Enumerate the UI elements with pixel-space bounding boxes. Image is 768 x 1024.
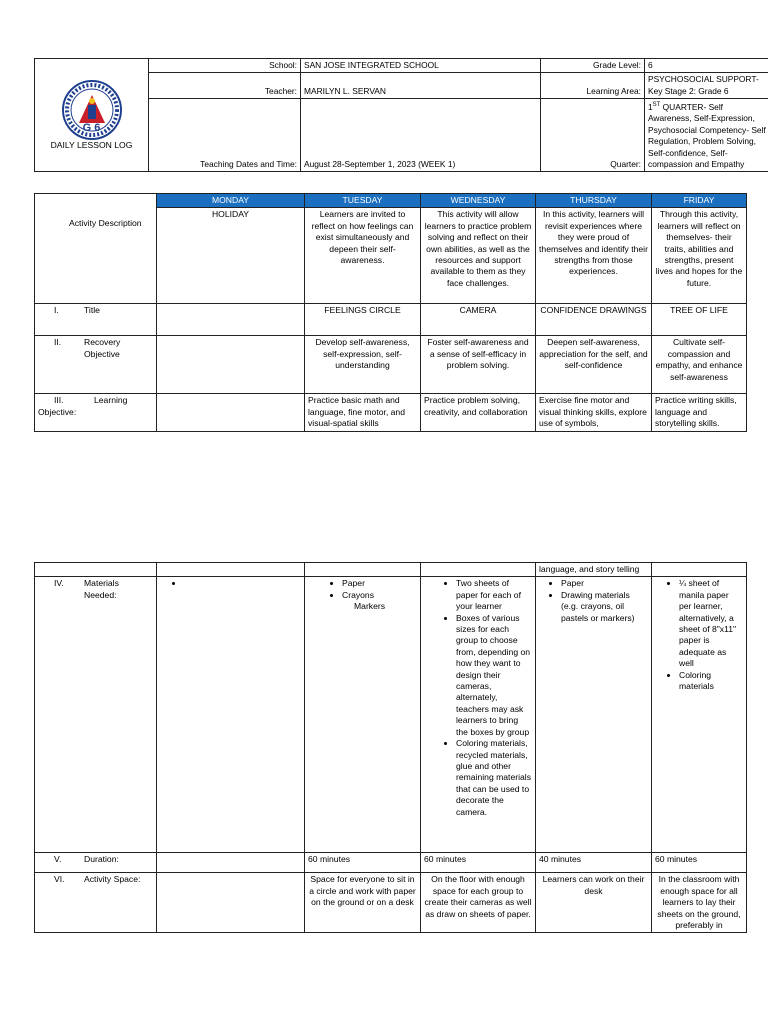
logo-cell <box>35 59 149 172</box>
grade-level-label: Grade Level: <box>541 59 645 73</box>
day-header-friday: FRIDAY <box>652 194 747 208</box>
recovery-monday <box>157 336 305 394</box>
material-item: Markers <box>354 601 386 612</box>
learning-objective-label: III. Learning Objective: <box>35 394 157 431</box>
activity-tuesday: Learners are invited to reflect on how feelings can exist simultaneously and depeen their self-awareness. <box>305 208 421 304</box>
material-item: • Boxes of various sizes for each group to choose from, depending on how they want to design their cameras, alternately, teachers may ask learners to bring the boxes by group <box>456 613 532 738</box>
activity-thursday: In this activity, learners will revisit experiences where they were proud of themselves and identify their strengths from those experiences. <box>536 208 652 304</box>
learning-area-label: Learning Area: <box>541 73 645 99</box>
title-row-label: I. Title <box>35 304 157 336</box>
learning-wednesday: Practice problem solving, creativity, and collaboration <box>421 394 536 431</box>
recovery-objective-label: II. Recovery Objective <box>35 336 157 394</box>
activity-description-label: Activity Description <box>35 194 157 304</box>
day-header-tuesday: TUESDAY <box>305 194 421 208</box>
activity-friday: Through this activity, learners will reflect on themselves- their traits, abilities and strengths, present lives and hopes for the future. <box>652 208 747 304</box>
space-wednesday: On the floor with enough space for each group to create their cameras as well as draw on sheets of paper. <box>421 873 536 933</box>
teacher-label: Teacher: <box>149 73 301 99</box>
title-friday: TREE OF LIFE <box>652 304 747 336</box>
teaching-dates-value: August 28-September 1, 2023 (WEEK 1) <box>301 99 541 172</box>
recovery-friday: Cultivate self-compassion and empathy, and enhance self-awareness <box>652 336 747 394</box>
space-thursday: Learners can work on their desk <box>536 873 652 933</box>
material-item: • Two sheets of paper for each of your learner <box>456 578 532 612</box>
continued-tuesday <box>305 563 421 577</box>
recovery-wednesday: Foster self-awareness and a sense of self-efficacy in problem solving. <box>421 336 536 394</box>
header-table <box>34 58 768 172</box>
materials-friday <box>652 577 747 853</box>
recovery-thursday: Deepen self-awareness, appreciation for the self, and self-confidence <box>536 336 652 394</box>
duration-label: V. Duration: <box>35 853 157 873</box>
duration-thursday: 40 minutes <box>536 853 652 873</box>
title-thursday: CONFIDENCE DRAWINGS <box>536 304 652 336</box>
recovery-tuesday: Develop self-awareness, self-expression, self-understanding <box>305 336 421 394</box>
materials-wednesday <box>421 577 536 853</box>
material-item: • Drawing materials (e.g. crayons, oil pastels or markers) <box>561 590 648 624</box>
continued-label-cell <box>35 563 157 577</box>
teaching-dates-label: Teaching Dates and Time: <box>149 99 301 172</box>
lesson-table-continued <box>34 562 747 933</box>
material-item: • Paper <box>561 578 648 589</box>
title-wednesday: CAMERA <box>421 304 536 336</box>
activity-wednesday: This activity will allow learners to practice problem solving and reflect on their own abilities, as well as the resources and support available to them as they face challenges. <box>421 208 536 304</box>
school-value: SAN JOSE INTEGRATED SCHOOL <box>301 59 541 73</box>
duration-tuesday: 60 minutes <box>305 853 421 873</box>
learning-thursday: Exercise fine motor and visual thinking skills, explore use of symbols, <box>536 394 652 431</box>
learning-friday: Practice writing skills, language and storytelling skills. <box>652 394 747 431</box>
duration-monday <box>157 853 305 873</box>
daily-lesson-log-label: DAILY LESSON LOG <box>50 140 133 151</box>
material-item: • Coloring materials, recycled materials, glue and other remaining materials that can be used to decorate the camera. <box>456 738 532 818</box>
duration-friday: 60 minutes <box>652 853 747 873</box>
grade-level-value: 6 <box>645 59 768 73</box>
continued-monday <box>157 563 305 577</box>
material-item: • Coloring materials <box>679 670 743 693</box>
learning-thursday-continued: language, and story telling <box>536 563 652 577</box>
duration-wednesday: 60 minutes <box>421 853 536 873</box>
title-tuesday: FEELINGS CIRCLE <box>305 304 421 336</box>
lesson-table <box>34 193 747 432</box>
teacher-value: MARILYN L. SERVAN <box>301 73 541 99</box>
materials-thursday <box>536 577 652 853</box>
continued-wednesday <box>421 563 536 577</box>
activity-space-label: VI. Activity Space: <box>35 873 157 933</box>
seal-grade-text: G 6 <box>82 121 101 134</box>
materials-label: IV. Materials Needed: <box>35 577 157 853</box>
quarter-value: 1ST QUARTER- Self Awareness, Self-Expression, Psychosocial Competency- Self Regulation, Problem Solving, Self-confidence, Self- compassion and Empathy <box>645 99 768 172</box>
learning-tuesday: Practice basic math and language, fine motor, and visual-spatial skills <box>305 394 421 431</box>
material-item: • Paper <box>342 578 417 589</box>
learning-area-value: PSYCHOSOCIAL SUPPORT- Key Stage 2: Grade 6 <box>645 73 768 99</box>
space-tuesday: Space for everyone to sit in a circle and work with paper on the ground or on a desk <box>305 873 421 933</box>
space-friday: In the classroom with enough space for all learners to lay their sheets on the ground, preferably in <box>652 873 747 933</box>
materials-monday <box>157 577 305 853</box>
materials-tuesday <box>305 577 421 853</box>
continued-friday <box>652 563 747 577</box>
day-header-monday: MONDAY <box>157 194 305 208</box>
learning-monday <box>157 394 305 431</box>
day-header-thursday: THURSDAY <box>536 194 652 208</box>
activity-monday: HOLIDAY <box>157 208 305 304</box>
material-item: • Crayons <box>342 590 417 601</box>
quarter-label: Quarter: <box>541 99 645 172</box>
title-monday <box>157 304 305 336</box>
material-item: • ¼ sheet of manila paper per learner, alternatively, a sheet of 8"x11" paper is adequate as well <box>679 578 743 669</box>
day-header-wednesday: WEDNESDAY <box>421 194 536 208</box>
school-label: School: <box>149 59 301 73</box>
space-monday <box>157 873 305 933</box>
